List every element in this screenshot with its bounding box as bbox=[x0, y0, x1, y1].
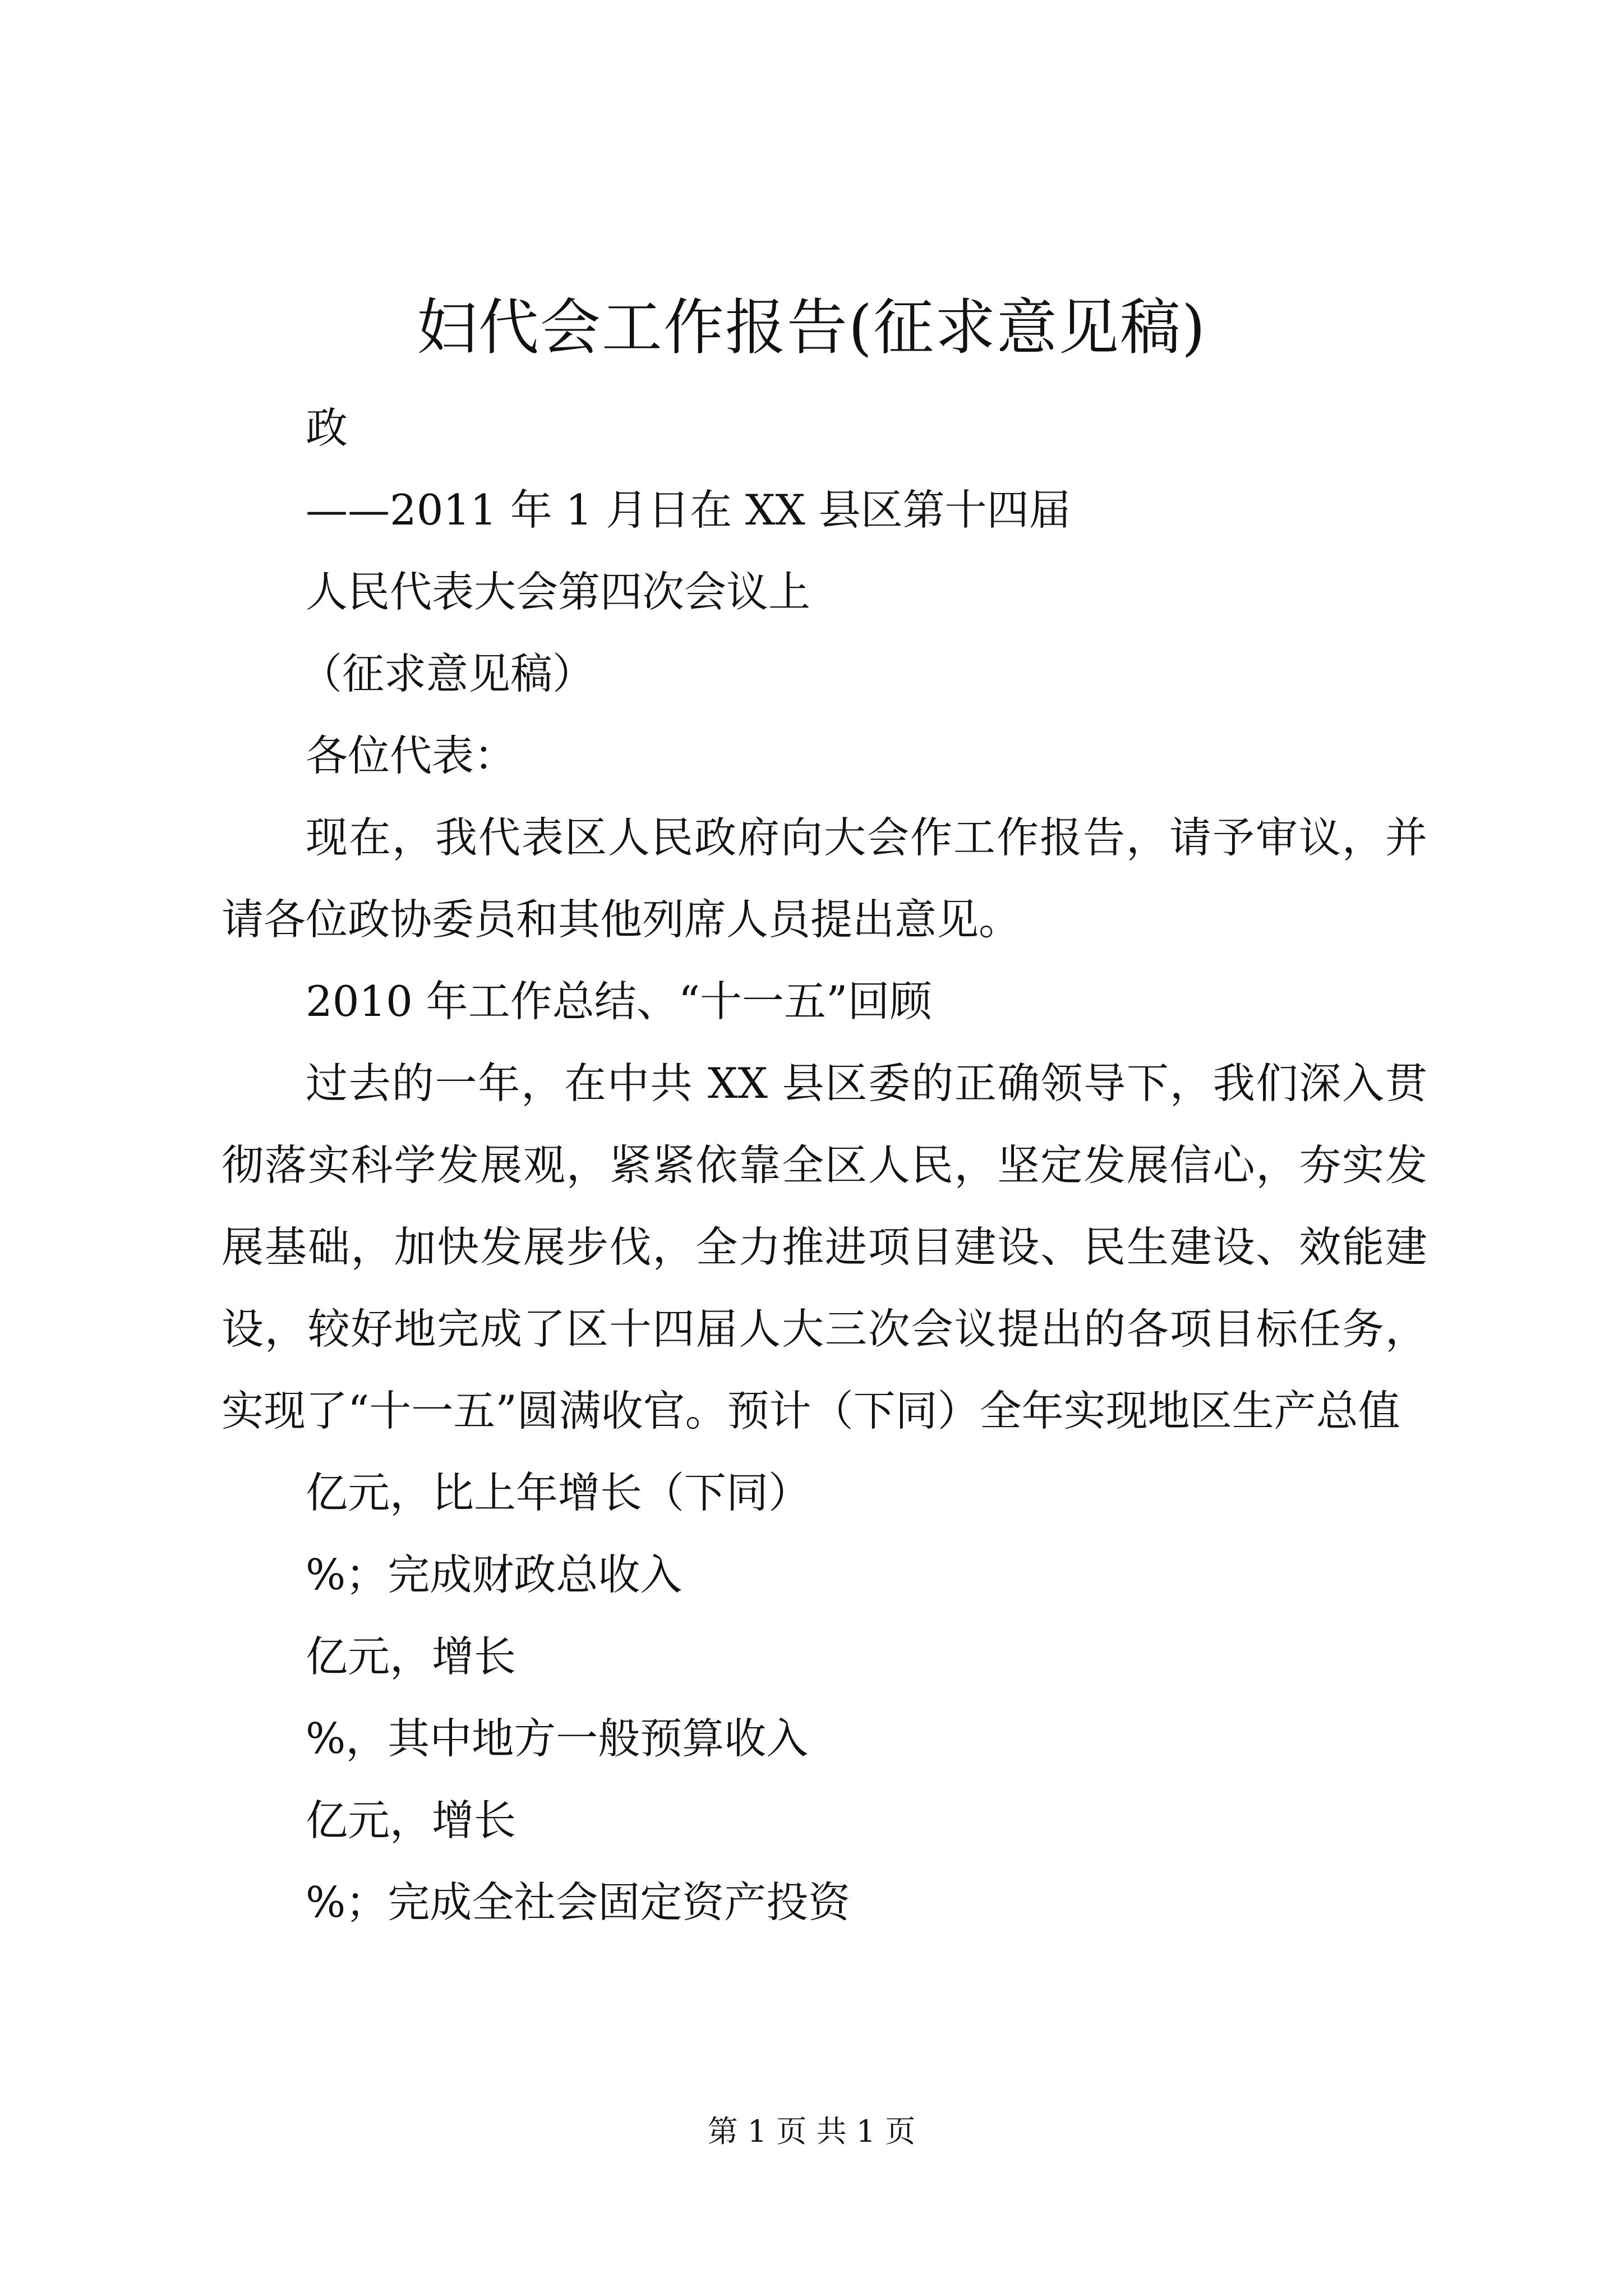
page-title: 妇代会工作报告(征求意见稿) bbox=[416, 293, 1207, 363]
text-line: %；完成全社会固定资产投资 bbox=[306, 1878, 851, 1927]
text-line: %，其中地方一般预算收入 bbox=[306, 1714, 809, 1763]
text-line: %；完成财政总收入 bbox=[306, 1550, 683, 1599]
document-body bbox=[222, 387, 1427, 1943]
text-line: 政 bbox=[306, 403, 348, 453]
text-line: 亿元，比上年增长（下同） bbox=[306, 1468, 811, 1517]
paragraph: 过去的一年，在中共 XX 县区委的正确领导下，我们深入贯彻落实科学发展观，紧紧依靠全区人民，坚定发展信心，夯实发展基础，加快发展步伐，全力推进项目建设、民生建设、效能建设，较好地完成了区十四届人大三次会议提出的各项目标任务，实现了“十一五”圆满收官。预计（下同）全年实现地区生产总值 bbox=[222, 1059, 1427, 1435]
text-line: ——2011 年 1 月日在 XX 县区第十四届 bbox=[306, 485, 1071, 535]
section-heading: 2010 年工作总结、“十一五”回顾 bbox=[306, 977, 932, 1026]
text-line: （征求意见稿） bbox=[300, 649, 595, 698]
salutation: 各位代表： bbox=[306, 731, 517, 780]
text-line: 亿元，增长 bbox=[306, 1632, 517, 1681]
text-line: 亿元，增长 bbox=[306, 1796, 517, 1845]
text-line: 人民代表大会第四次会议上 bbox=[306, 567, 811, 616]
paragraph: 现在，我代表区人民政府向大会作工作报告，请予审议，并请各位政协委员和其他列席人员提出意见。 bbox=[222, 813, 1427, 944]
page-footer: 第 1 页 共 1 页 bbox=[707, 2114, 916, 2149]
